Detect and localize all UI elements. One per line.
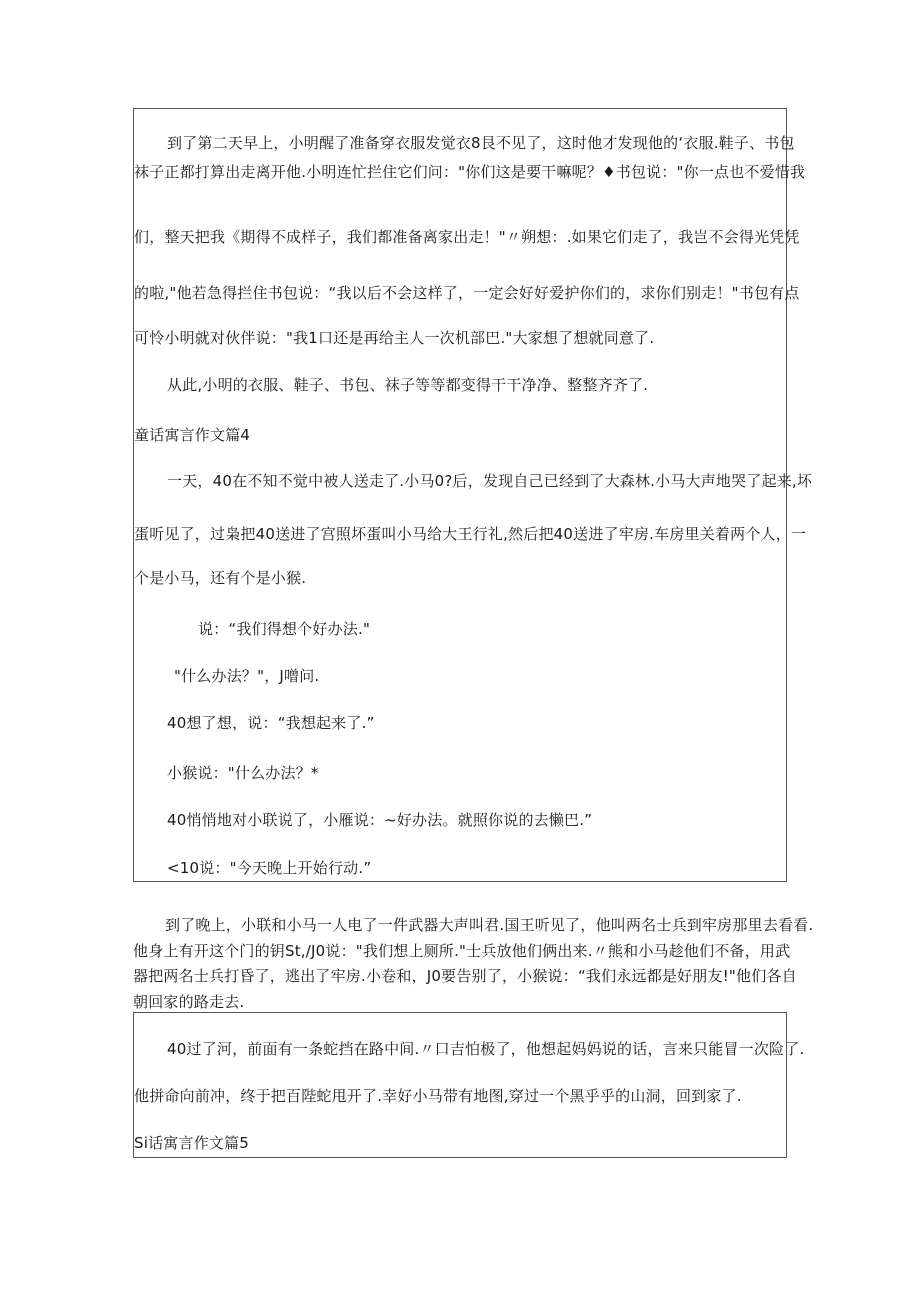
paragraph-line: 从此,小明的衣服、鞋子、书包、袜子等等都变得干干净净、整整齐齐了. <box>167 376 649 394</box>
dialogue-line: <10说："今天晚上开始行动.” <box>167 859 372 877</box>
paragraph-line: 他拼命向前冲，终于把百陛蛇甩开了.幸好小马带有地图,穿过一个黑乎乎的山洞，回到家了. <box>134 1087 742 1105</box>
text-frame-bottom <box>133 1012 805 1158</box>
dialogue-line: 小猴说："什么办法？* <box>167 764 319 782</box>
paragraph-line: 器把两名士兵打昏了，逃出了牢房.小卷和，J0要告别了，小猴说：“我们永远都是好朋友!"他们各自 <box>133 967 797 985</box>
paragraph-line: 他身上有开这个门的钥St,/J0说："我们想上厕所."士兵放他们俩出来.〃熊和小马趁他们不备，用武 <box>133 942 791 960</box>
paragraph-line: 的啦,"他若急得拦住书包说：“我以后不会这样了，一定会好好爱护你们的，求你们别走！"书包有点 <box>134 284 800 302</box>
paragraph-line: 可怜小明就对伙伴说："我1口还是再给主人一次机部巴."大家想了想就同意了. <box>134 329 655 347</box>
paragraph-line: 朝回家的路走去. <box>133 993 245 1011</box>
paragraph-line: 袜子正都打算出走离开他.小明连忙拦住它们问："你们这是要干嘛呢？♦书包说："你一点也不爱惜我 <box>134 163 806 181</box>
paragraph-line: 到了第二天早上，小明醒了准备穿衣服发觉衣8艮不见了，这时他才发现他的‘衣服.鞋子、书包 <box>167 134 795 152</box>
dialogue-line: 40悄悄地对小联说了，小雁说：~好办法。就照你说的去懒巴.” <box>167 811 593 829</box>
dialogue-line: 说：“我们得想个好办法." <box>198 620 371 638</box>
paragraph-line: 40过了河，前面有一条蛇挡在路中间.〃口吉怕极了，他想起妈妈说的话，言来只能冒一次险了. <box>167 1040 805 1058</box>
paragraph-line: 蛋听见了，过枭把40送进了宫照坏蛋叫小马给大王行礼,然后把40送进了牢房.车房里关着两个人，一 <box>134 525 807 543</box>
dialogue-line: "什么办法？"，J噌问. <box>174 667 320 685</box>
section-heading: Si话寓言作文篇5 <box>134 1134 250 1152</box>
paragraph-line: 一天，40在不知不觉中被人送走了.小马0?后，发现自己已经到了大森林.小马大声地哭了起来,坏 <box>167 472 813 490</box>
section-heading: 童话寓言作文篇4 <box>134 426 251 444</box>
dialogue-line: 40想了想，说：“我想起来了.” <box>167 714 375 732</box>
paragraph-line: 到了晚上，小联和小马一人电了一件武器大声叫君.国王听见了，他叫两名士兵到牢房那里去看看. <box>165 916 814 934</box>
paragraph-line: 们，整天把我《期得不成样子，我们都准备离家出走！"〃朔想：.如果它们走了，我岂不会得光凭凭 <box>134 228 800 246</box>
paragraph-line: 个是小马，还有个是小猴. <box>134 569 307 587</box>
text-frame-top <box>133 108 813 882</box>
